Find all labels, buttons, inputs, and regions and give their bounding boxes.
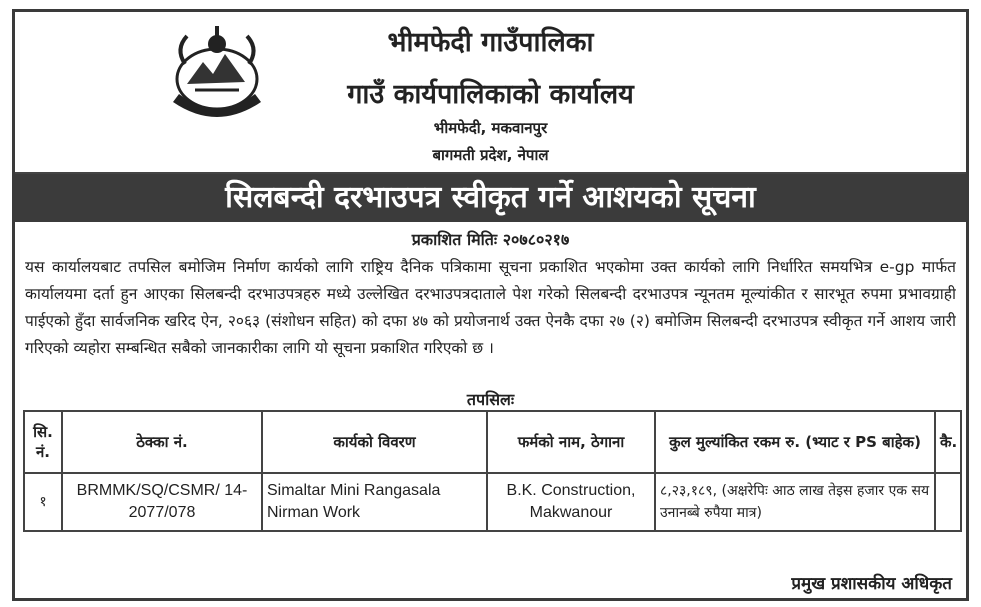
cell-remarks xyxy=(935,473,961,531)
col-firm-header: फर्मको नाम, ठेगाना xyxy=(487,411,655,473)
notice-title: सिलबन्दी दरभाउपत्र स्वीकृत गर्ने आशयको सूचना xyxy=(15,174,966,222)
office-address: भीमफेदी, मकवानपुर xyxy=(433,119,548,137)
col-amount-header: कुल मुल्यांकित रकम रु. (भ्याट र PS बाहेक) xyxy=(655,411,935,473)
cell-contract-no: BRMMK/SQ/CSMR/ 14-2077/078 xyxy=(62,473,262,531)
published-date: प्रकाशित मितिः २०७८०२१७ xyxy=(411,230,570,249)
schedule-table xyxy=(23,410,962,532)
schedule-label: तपसिलः xyxy=(466,390,515,409)
org-name: भीमफेदी गाउँपालिका xyxy=(387,27,594,58)
col-serial-header: सि. नं. xyxy=(24,411,62,473)
signatory-title: प्रमुख प्रशासकीय अधिकृत xyxy=(791,574,952,594)
table-row xyxy=(24,473,961,531)
cell-work-description: Simaltar Mini Rangasala Nirman Work xyxy=(262,473,487,531)
col-remarks-header: कै. xyxy=(935,411,961,473)
office-name: गाउँ कार्यपालिकाको कार्यालय xyxy=(347,79,634,110)
col-work-description-header: कार्यको विवरण xyxy=(262,411,487,473)
cell-amount: ८,२३,१८९, (अक्षरेपिः आठ लाख तेइस हजार एक सय उनानब्बे रुपैया मात्र) xyxy=(655,473,935,531)
table-header-row xyxy=(24,411,961,473)
notice-header xyxy=(15,12,966,174)
notice-body: यस कार्यालयबाट तपसिल बमोजिम निर्माण कार्यको लागि राष्ट्रिय दैनिक पत्रिकामा सूचना प्रकाशित भएकोमा उक्त कार्यको लागि निर्धारित समयभित्र e-gp मार्फत कार्यालयमा दर्ता हुन आएका सिलबन्दी दरभाउपत्रहरु मध्ये उल्लेखित दरभाउपत्रदाताले पेश गरेको सिलबन्दी दरभाउपत्र न्यूनतम मूल्यांकीत र सारभूत रुपमा प्रभावग्राही पाईएको हुँदा सार्वजनिक खरिद ऐन, २०६३ (संशोधन सहित) को दफा ४७ को प्रयोजनार्थ उक्त ऐनकै दफा २७ (२) बमोजिम सिलबन्दी दरभाउपत्र स्वीकृत गर्ने आशय जारी गरिएको व्यहोरा सम्बन्धित सबैको जानकारीका लागि यो सूचना प्रकाशित गरिएको छ । xyxy=(25,258,956,357)
cell-firm: B.K. Construction, Makwanour xyxy=(487,473,655,531)
office-province: बागमती प्रदेश, नेपाल xyxy=(432,146,549,164)
cell-serial: १ xyxy=(24,473,62,531)
public-notice xyxy=(12,9,969,601)
col-contract-no-header: ठेक्का नं. xyxy=(62,411,262,473)
